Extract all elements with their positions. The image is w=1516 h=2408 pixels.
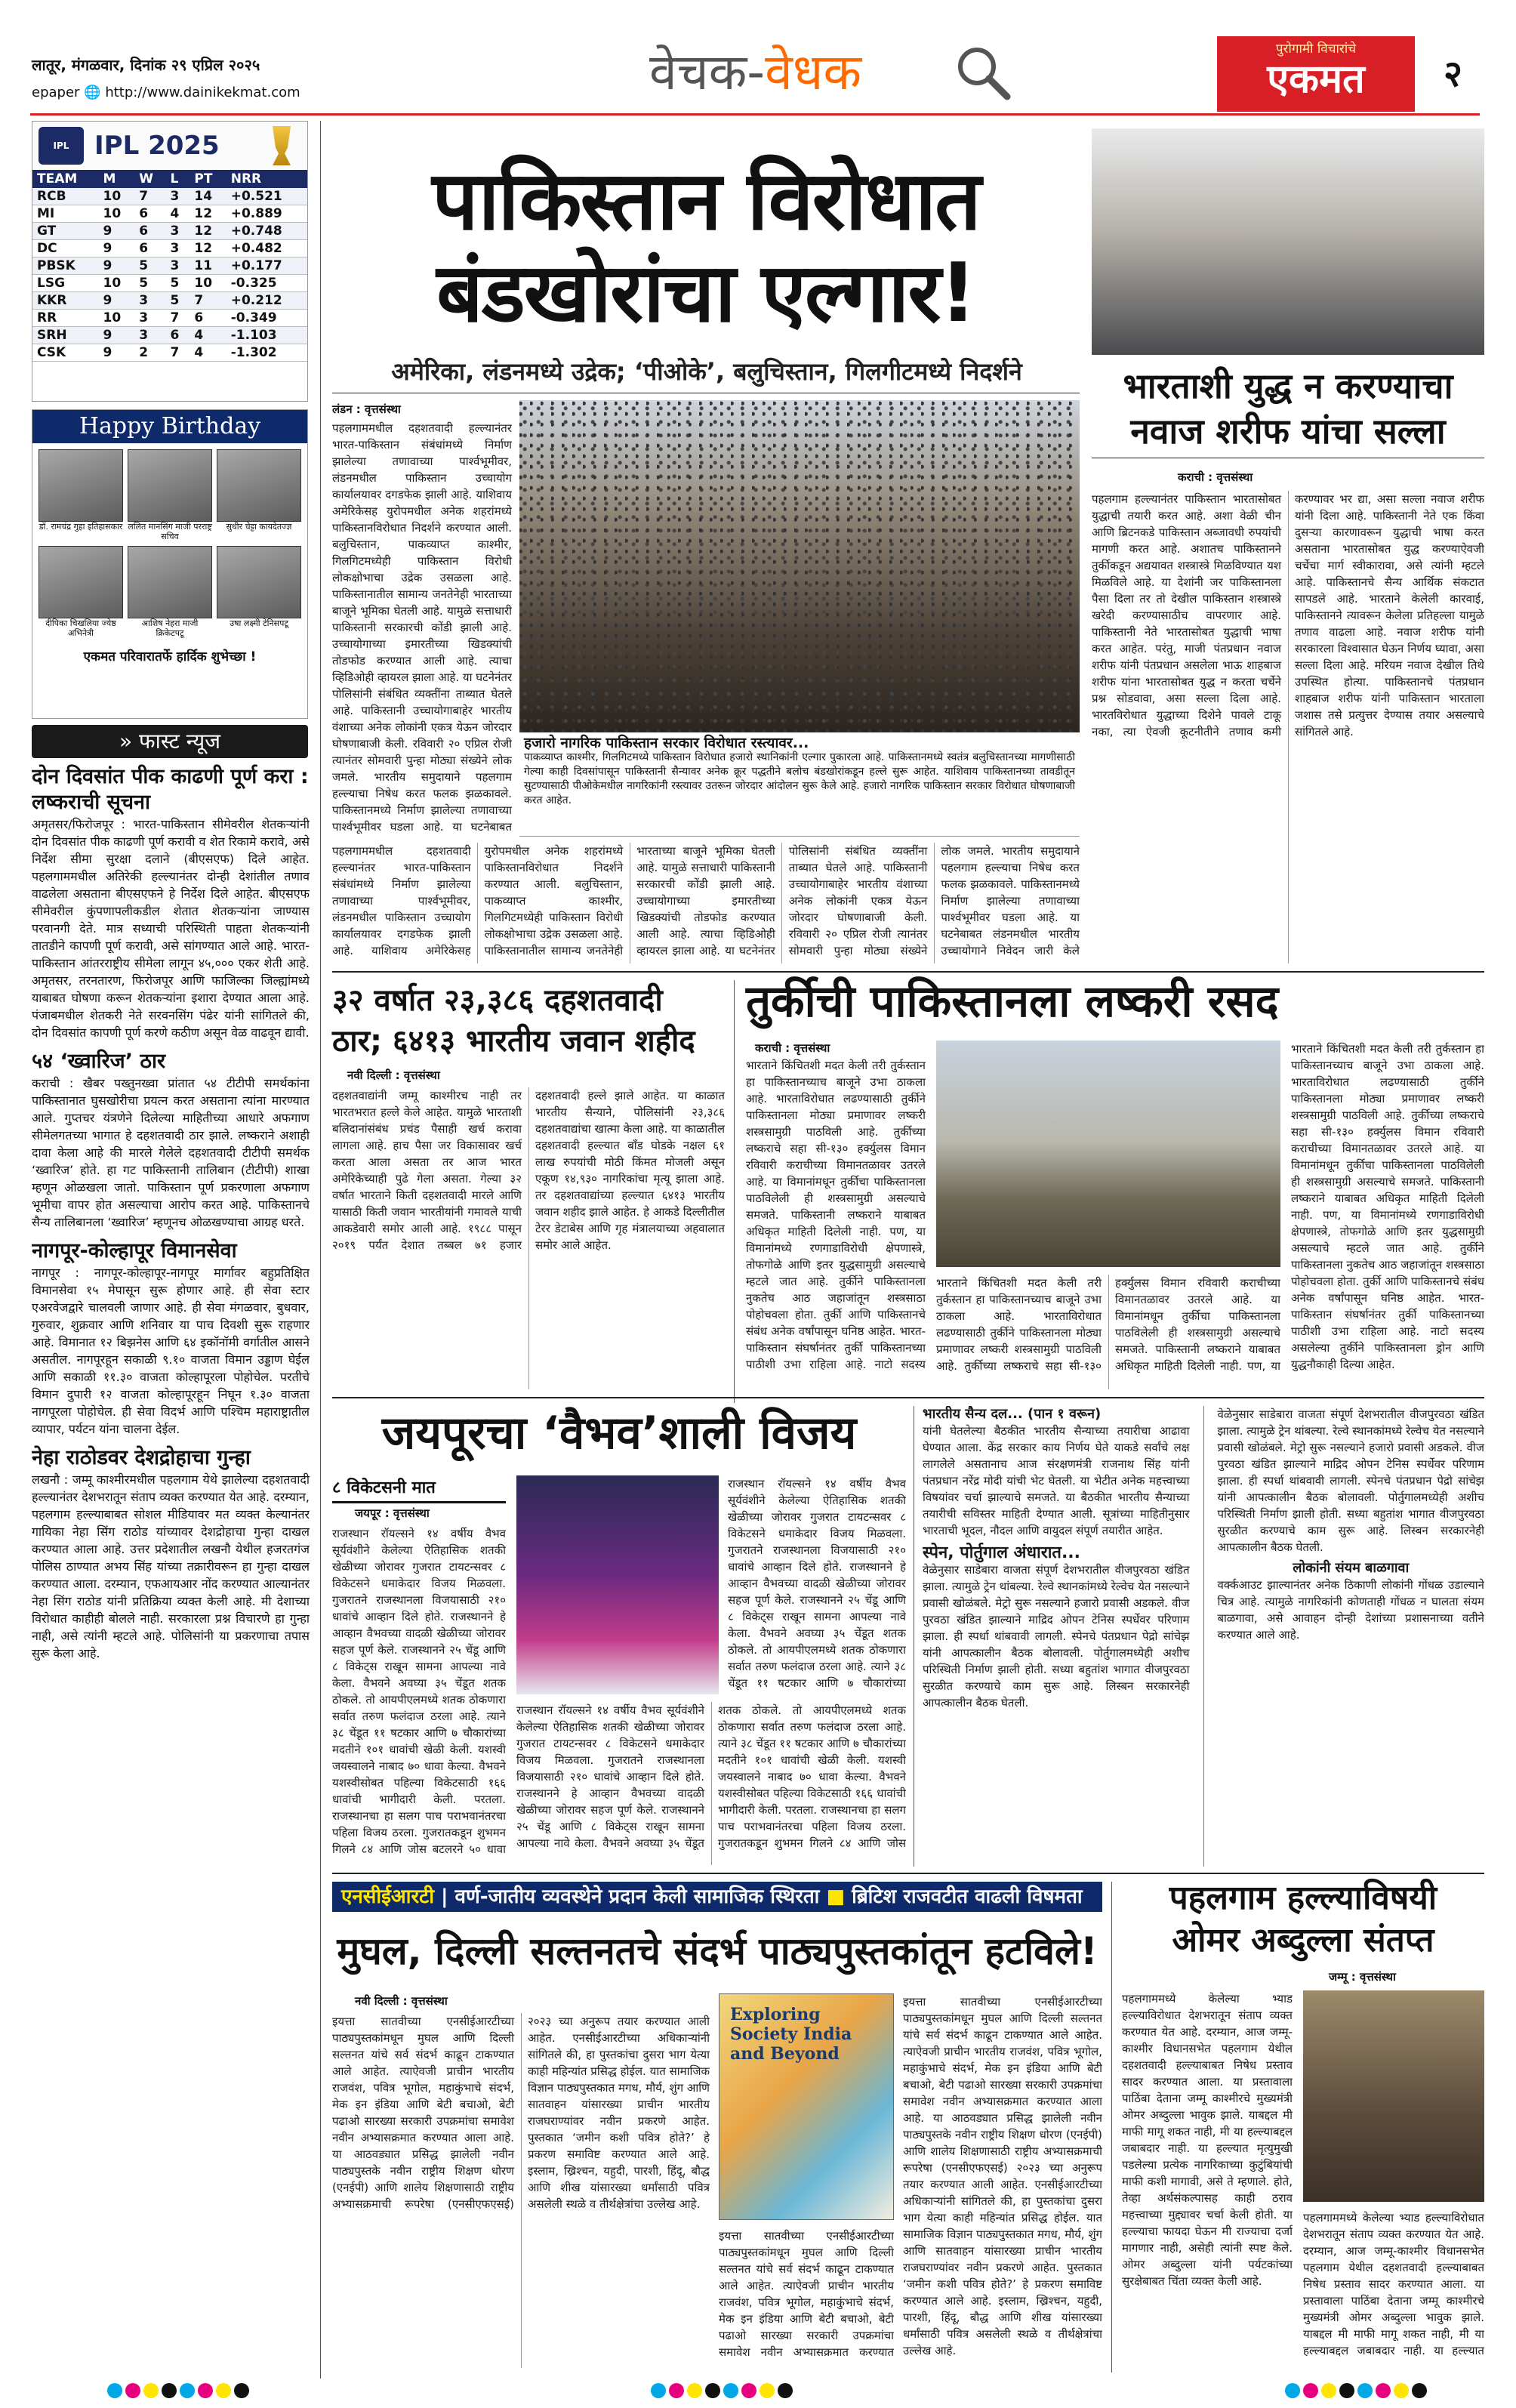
ipl-cell: 3 bbox=[165, 223, 190, 240]
lead-byline: लंडन : वृत्तसंस्था bbox=[332, 402, 401, 416]
ekmat-logo bbox=[1217, 36, 1415, 112]
mughal-body-left: इयत्ता सातवीच्या एनसीईआरटीच्या पाठ्यपुस्तकांमधून मुघल आणि दिल्ली सल्तनत यांचे सर्व संदर्भ काढून टाकण्यात आले आहेत. त्याऐवजी प्राचीन भारतीय राजवंश, पवित्र भूगोल, महाकुंभाचे संदर्भ, मेक इन इंडिया आणि बेटी बचाओ, बेटी पढाओ सारख्या सरकारी उपक्रमांचा समावेश नवीन अभ्यासक्रमात करण्यात आला आहे. या आठवड्यात प्रसिद्ध झालेली नवीन पाठ्यपुस्तके नवीन राष्ट्रीय शिक्षण धोरण (एनईपी) आणि शालेय शिक्षणासाठी राष्ट्रीय अभ्यासक्रमाची रूपरेषा (एनसीएफएसई) २०२३ च्या अनुरूप तयार करण्यात आली आहेत. एनसीईआरटीच्या अधिकाऱ्यांनी सांगितले की, हा पुस्तकांचा दुसरा भाग येत्या काही महिन्यांत प्रसिद्ध होईल. यात सामाजिक विज्ञान पाठ्यपुस्तकात मगध, मौर्य, शुंग आणि सातवाहन यांसारख्या प्राचीन भारतीय राजघराण्यांवर नवीन प्रकरणे आहेत. पुस्तकात ‘जमीन कशी पवित्र होते?’ हे प्रकरण समाविष्ट करण्यात आले आहे. इस्लाम, ख्रिश्चन, यहुदी, पारशी, हिंदू, बौद्ध आणि शीख यांसारख्या धर्मांसाठी पवित्र असलेली स्थळे व तीर्थक्षेत्रांचा उल्लेख आहे. bbox=[332, 2015, 710, 2211]
section-title-a: वेचक- bbox=[649, 43, 766, 101]
ipl-cell: -0.349 bbox=[226, 310, 307, 327]
army-body: यांनी घेतलेल्या बैठकीत भारतीय सैन्याच्या तयारीचा आढावा घेण्यात आला. केंद्र सरकार काय निर्णय घेते याकडे सर्वांचे लक्ष लागलेले असतानाच आज संरक्षणमंत्री राजनाथ सिंह यांनी पंतप्रधान नरेंद्र मोदी यांची भेट घेतली. या भेटीत अनेक महत्त्वाच्या विषयांवर चर्चा झाल्याचे समजते. या बैठकीत भारतीय सैन्याच्या तयारीची सविस्तर माहिती देण्यात आली. सूत्रांच्या माहितीनुसार भारताची भूदल, नौदल आणि वायुदल संपूर्ण तयारीत आहेत. bbox=[923, 1424, 1190, 1537]
magnifier-icon bbox=[953, 42, 1012, 101]
birthday-person bbox=[217, 546, 301, 638]
registration-dot bbox=[107, 2383, 122, 2398]
fast-news-header bbox=[32, 725, 308, 758]
logo-text: एकमत bbox=[1267, 57, 1365, 102]
ipl-cell: 10 bbox=[190, 275, 226, 292]
ipl-cell: 4 bbox=[190, 327, 226, 344]
section-title-b: वेधक bbox=[765, 43, 862, 101]
ncert-banner-tag: एनसीईआरटी bbox=[341, 1885, 434, 1908]
lead-headline-1: पाकिस्तान विरोधात bbox=[432, 154, 980, 248]
ipl-cell: 3 bbox=[134, 327, 165, 344]
registration-dot bbox=[705, 2383, 720, 2398]
lead-photo-crowd bbox=[519, 400, 1080, 732]
turkey-headline: तुर्कीची पाकिस्तानला लष्करी रसद bbox=[746, 976, 1279, 1027]
cricket-headline: जयपूरचा ‘वैभव’शाली विजय bbox=[381, 1407, 857, 1460]
turkey-body-col1: भारताने किंचितशी मदत केली तरी तुर्कस्तान हा पाकिस्तानच्याच बाजूने उभा ठाकला आहे. भारताविरोधात लढण्यासाठी तुर्कीने पाकिस्तानला मोठ्या प्रमाणावर लष्करी शस्त्रसामुग्री पाठविली आहे. तुर्कीच्या लष्कराचे सहा सी-१३० हर्क्युलस विमान रविवारी कराचीच्या विमानतळावर उतरले आहे. या विमानांमधून तुर्कीचा पाकिस्तानला पाठविलेली ही शस्त्रसामुग्री असल्याचे समजते. पाकिस्तानी लष्कराने याबाबत अधिकृत माहिती दिलेली नाही. पण, या विमानांमध्ये रणगाडाविरोधी क्षेपणास्त्रे, तोफगोळे आणि इतर युद्धसामुग्री असल्याचे म्हटले जात आहे. तुर्कीने पाकिस्तानला नुकतेच आठ जहाजांतून शस्त्रसाठा पोहोचवला होता. तुर्की आणि पाकिस्तानचे संबंध अनेक वर्षांपासून घनिष्ठ आहेत. भारत-पाकिस्तान संघर्षानंतर तुर्की पाकिस्तानच्या पाठीशी उभा राहिला आहे. नाटो सदस्य bbox=[746, 1059, 926, 1371]
lokshahi-title: लोकांनी संयम बाळगावा bbox=[1293, 1560, 1410, 1576]
fast-news-item-title: नागपूर-कोल्हापूर विमानसेवा bbox=[32, 1239, 237, 1263]
ipl-cell: 9 bbox=[98, 327, 134, 344]
ipl-points-table bbox=[32, 121, 308, 402]
ipl-cell: +0.482 bbox=[226, 240, 307, 257]
terror-byline: नवी दिल्ली : वृत्तसंस्था bbox=[347, 1068, 440, 1082]
ipl-cell: 7 bbox=[134, 188, 165, 205]
ipl-cell: 9 bbox=[98, 292, 134, 310]
ipl-header-cell: TEAM bbox=[32, 170, 98, 188]
nawaz-byline: कराची : वृत्तसंस्था bbox=[1178, 470, 1253, 484]
fast-news-list bbox=[32, 764, 310, 2388]
birthday-person-photo bbox=[39, 546, 123, 618]
registration-dot bbox=[723, 2383, 738, 2398]
registration-dot bbox=[1376, 2383, 1391, 2398]
ipl-cell: 7 bbox=[165, 344, 190, 362]
page-number: २ bbox=[1444, 53, 1462, 95]
ipl-cell: KKR bbox=[32, 292, 98, 310]
ipl-row bbox=[32, 310, 307, 327]
registration-dot bbox=[760, 2383, 775, 2398]
ipl-cell: 10 bbox=[98, 188, 134, 205]
cricket-body-col1: राजस्थान रॉयल्सने १४ वर्षीय वैभव सूर्यवंशीने केलेल्या ऐतिहासिक शतकी खेळीच्या जोरावर गुजरात टायटन्सवर ८ विकेटसने धमाकेदार विजय मिळवला. गुजरातने राजस्थानला विजयासाठी २१० धावांचे आव्हान दिले होते. राजस्थानने हे आव्हान वैभवच्या वादळी खेळीच्या जोरावर सहज पूर्ण केले. राजस्थानने २५ चेंडू आणि ८ विकेट्स राखून सामना आपल्या नावे केला. वैभवने अवघ्या ३५ चेंडूत शतक ठोकले. तो आयपीएलमध्ये शतक ठोकणारा सर्वात तरुण फलंदाज ठरला आहे. त्याने ३८ चेंडूत ११ षटकार आणि ७ चौकारांच्या मदतीने १०१ धावांची खेळी केली. यशस्वी जयस्वालने नाबाद ७० धावा केल्या. वैभवने यशस्वीसोबत पहिल्या विकेटसाठी १६६ धावांची भागीदारी केली. परतला. राजस्थानचा हा सलग पाच पराभवानंतरचा पहिला विजय ठरला. गुजरातकडून शुभमन गिलने ८४ आणि जोस बटलरने ५० धावा bbox=[332, 1527, 506, 1856]
cricket-byline: जयपूर : वृत्तसंस्था bbox=[355, 1506, 430, 1520]
lead-caption-title: हजारो नागरिक पाकिस्तान सरकार विरोधात रस्त्यावर... bbox=[524, 735, 809, 751]
ncert-banner-square-icon: ■ bbox=[826, 1885, 846, 1908]
ipl-row bbox=[32, 188, 307, 205]
omar-photo bbox=[1303, 1990, 1484, 2202]
registration-dot bbox=[669, 2383, 684, 2398]
registration-dot bbox=[778, 2383, 793, 2398]
ipl-row bbox=[32, 327, 307, 344]
ipl-cell: 9 bbox=[98, 344, 134, 362]
ncert-banner: एनसीईआरटी | वर्ण-जातीय व्यवस्थेने प्रदान केली सामाजिक स्थिरता ■ ब्रिटिश राजवटीत वाढली विषमता bbox=[332, 1882, 1102, 1912]
cricket-body-col2: राजस्थान रॉयल्सने १४ वर्षीय वैभव सूर्यवंशीने केलेल्या ऐतिहासिक शतकी खेळीच्या जोरावर गुजरात टायटन्सवर ८ विकेटसने धमाकेदार विजय मिळवला. गुजरातने राजस्थानला विजयासाठी २१० धावांचे आव्हान दिले होते. राजस्थानने हे आव्हान वैभवच्या वादळी खेळीच्या जोरावर सहज पूर्ण केले. राजस्थानने २५ चेंडू आणि ८ विकेट्स राखून सामना आपल्या नावे केला. वैभवने अवघ्या ३५ चेंडूत शतक ठोकले. तो आयपीएलमध्ये शतक ठोकणारा सर्वात तरुण फलंदाज ठरला आहे. त्याने ३८ चेंडूत ११ षटकार आणि ७ चौकारांच्या मदतीने १०१ धावांची खेळी केली. यशस्वी जयस्वालने नाबाद ७० धावा केल्या. वैभवने यशस्वीसोबत पहिल्या विकेटसाठी १६६ धावांची भागीदारी केली. परतला. राजस्थानचा हा सलग पाच पराभवानंतरचा पहिला विजय ठरला. गुजरातकडून शुभमन गिलने ८४ आणि जोस bbox=[516, 1703, 906, 1850]
ipl-cell: 6 bbox=[134, 205, 165, 223]
ipl-row bbox=[32, 292, 307, 310]
fast-news-title: फास्ट न्यूज bbox=[139, 729, 221, 754]
ipl-header-cell: NRR bbox=[226, 170, 307, 188]
mughal-headline: मुघल, दिल्ली सल्तनतचे संदर्भ पाठ्यपुस्तकांतून हटविले! bbox=[337, 1929, 1098, 1973]
omar-headline bbox=[1122, 1877, 1484, 1962]
birthday-person-name: सुधीर चेट्टा कायदेतज्ज्ञ bbox=[226, 522, 292, 532]
ipl-cell: 4 bbox=[190, 344, 226, 362]
ncert-banner-right: ब्रिटिश राजवटीत वाढली विषमता bbox=[852, 1885, 1083, 1908]
mughal-body-right: इयत्ता सातवीच्या एनसीईआरटीच्या पाठ्यपुस्तकांमधून मुघल आणि दिल्ली सल्तनत यांचे सर्व संदर्भ काढून टाकण्यात आले आहेत. त्याऐवजी प्राचीन भारतीय राजवंश, पवित्र भूगोल, महाकुंभाचे संदर्भ, मेक इन इंडिया आणि बेटी बचाओ, बेटी पढाओ सारख्या सरकारी उपक्रमांचा समावेश नवीन अभ्यासक्रमात करण्यात आला आहे. या आठवड्यात प्रसिद्ध झालेली नवीन पाठ्यपुस्तके नवीन राष्ट्रीय शिक्षण धोरण (एनईपी) आणि शालेय शिक्षणासाठी राष्ट्रीय अभ्यासक्रमाची रूपरेषा (एनसीएफएसई) २०२३ च्या अनुरूप तयार करण्यात आली आहेत. एनसीईआरटीच्या अधिकाऱ्यांनी सांगितले की, हा पुस्तकांचा दुसरा भाग येत्या काही महिन्यांत प्रसिद्ध होईल. यात सामाजिक विज्ञान पाठ्यपुस्तकात मगध, मौर्य, शुंग आणि सातवाहन यांसारख्या प्राचीन भारतीय राजघराण्यांवर नवीन प्रकरणे आहेत. पुस्तकात ‘जमीन कशी पवित्र होते?’ हे प्रकरण समाविष्ट करण्यात आले आहे. इस्लाम, ख्रिश्चन, यहुदी, पारशी, हिंदू, बौद्ध आणि शीख यांसारख्या धर्मांसाठी पवित्र असलेली स्थळे व तीर्थक्षेत्रांचा उल्लेख आहे. bbox=[903, 1995, 1102, 2357]
ipl-cell: +0.748 bbox=[226, 223, 307, 240]
ncert-banner-text: वर्ण-जातीय व्यवस्थेने प्रदान केली सामाजिक स्थिरता bbox=[454, 1885, 820, 1908]
omar-body-left: पहलगाममध्ये केलेल्या भ्याड हल्ल्याविरोधात देशभरातून संताप व्यक्त करण्यात येत आहे. दरम्यान, आज जम्मू-काश्मीर विधानसभेत पहलगाम येथील दहशतवादी हल्ल्याबाबत निषेध प्रस्ताव सादर करण्यात आला. या प्रस्तावाला पाठिंबा देताना जम्मू काश्मीरचे मुख्यमंत्री ओमर अब्दुल्ला भावुक झाले. याबद्दल मी माफी मागू शकत नाही, मी या हल्ल्याबद्दल जबाबदार नाही. या हल्ल्यात मृत्युमुखी पडलेल्या प्रत्येक नागरिकाच्या कुटुंबियांची माफी कशी मागावी, असे ते म्हणाले. होते, तेव्हा अर्थसंकल्पासह काही ठराव महत्त्वाच्या मुद्द्यावर चर्चा केली होती. या हल्ल्याचा फायदा घेऊन मी राज्याचा दर्जा मागणार नाही, असेही त्यांनी स्पष्ट केले. ओमर अब्दुल्ला यांनी पर्यटकांच्या सुरक्षेबाबत चिंता व्यक्त केली आहे. bbox=[1122, 1992, 1293, 2288]
ipl-cell: 11 bbox=[190, 257, 226, 275]
ipl-table bbox=[32, 170, 307, 362]
lokshahi-body: वर्क्कआउट झाल्यानंतर अनेक ठिकाणी लोकांनी गोंधळ उडाल्याने चित्र आहे. त्यामुळे नागरिकांनी कोणताही गोंधळ न घालता संयम बाळगावा, असे आवाहन दोन्ही देशांच्या प्रशासनाच्या वतीने करण्यात आले आहे. bbox=[1217, 1578, 1484, 1642]
ipl-cell: +0.521 bbox=[226, 188, 307, 205]
epaper-link[interactable] bbox=[32, 85, 300, 100]
registration-dot bbox=[180, 2383, 195, 2398]
turkey-byline: कराची : वृत्तसंस्था bbox=[755, 1041, 830, 1055]
ipl-cell: 12 bbox=[190, 223, 226, 240]
ipl-cell: 9 bbox=[98, 223, 134, 240]
ipl-cell: 10 bbox=[98, 205, 134, 223]
terror-body: दहशतवाद्यांनी जम्मू काश्मीरच नाही तर भारतभरात हल्ले केले आहेत. यामुळे भारताशी बलिदानांसंबंध प्रचंड पैसाही खर्च करावा लागला आहे. हाच पैसा जर विकासावर खर्च करता आला असता तर आज भारत अमेरिकेच्याही पुढे गेला असता. गेल्या ३२ वर्षात भारताने किती दहशतवादी मारले आणि यासाठी किती जवान भारतीयांनी गमावले याची आकडेवारी समोर आली आहे. १९८८ पासून २०१९ पर्यंत देशात तब्बल ७१ हजार दहशतवादी हल्ले झाले आहेत. या काळात भारतीय सैन्याने, पोलिसांनी २३,३८६ दहशतवाद्यांचा खात्मा केला आहे. या काळातील दहशतवादी हल्ल्यात बाँड घोडके नक्षल ६१ लाख रुपयांची मोठी किंमत मोजली असून एकूण १४,९३० नागरिकांचा मृत्यू झाला आहे. तर दहशतवाद्यांच्या हल्ल्यात ६४१३ भारतीय जवान शहीद झाले आहेत. हे आकडे दिल्लीतील टेरर डेटाबेस आणि गृह मंत्रालयाच्या अहवालात समोर आले आहेत. bbox=[332, 1089, 725, 1252]
registration-dot bbox=[234, 2383, 249, 2398]
ipl-cell: CSK bbox=[32, 344, 98, 362]
nawaz-body: पहलगाम हल्ल्यानंतर पाकिस्तान भारतासोबत युद्धाची तयारी करत आहे. अशा वेळी चीन आणि ब्रिटनकडे पाकिस्तान अब्जावधी रुपयांची मागणी करत आहे. अशातच पाकिस्तानने तुर्कीकडून अद्ययावत शस्त्रास्त्रे मिळविण्यात यश मिळविले आहे. या देशांनी जर पाकिस्तानला पैसा दिला तर तो देखील पाकिस्तान शस्त्रास्त्रे खरेदी करण्यासाठीच वापरणार आहे. पाकिस्तानी नेते भारतासोबत युद्धाची भाषा करत आहेत. परंतु, माजी पंतप्रधान नवाज शरीफ यांनी पंतप्रधान असलेला भाऊ शाहबाज शरीफ यांना भारतासोबत युद्ध न करता चर्चेने प्रश्न सोडवावा, असा सल्ला दिला आहे. भारतविरोधात युद्धाच्या दिशेने पावले टाकू नका, त्या ऐवजी कूटनीतीने तणाव कमी करण्यावर भर द्या, असा सल्ला नवाज शरीफ यांनी दिला आहे. पाकिस्तानी नेते एक किंवा दुसऱ्या कारणावरून युद्धाची भाषा करत असताना भारतासोबत युद्ध करण्याऐवजी चर्चेचा मार्ग स्वीकारावा, असे त्यांनी म्हटले आहे. पाकिस्तानचे सैन्य आर्थिक संकटात सापडले आहे. भारताने केलेली कारवाई, पाकिस्तानने त्यावरून केलेला प्रतिहल्ला यामुळे तणाव वाढला आहे. नवाज शरीफ यांनी सरकारला विश्वासात घेऊन निर्णय घ्यावा, असा सल्ला दिला आहे. मरियम नवाज देखील तिथे उपस्थित होत्या. पाकिस्तानचे पंतप्रधान शाहबाज शरीफ यांनी पाकिस्तान भारताला जशास तसे प्रत्युत्तर देण्यास तयार असल्याचे सांगितले आहे. bbox=[1092, 492, 1484, 738]
continued-news bbox=[923, 1406, 1484, 1867]
registration-dot bbox=[198, 2383, 213, 2398]
registration-dot bbox=[741, 2383, 756, 2398]
ipl-header-cell: PT bbox=[190, 170, 226, 188]
registration-dot bbox=[687, 2383, 702, 2398]
ipl-cell: RR bbox=[32, 310, 98, 327]
ipl-cell: MI bbox=[32, 205, 98, 223]
ipl-header-cell: W bbox=[134, 170, 165, 188]
registration-dot bbox=[1339, 2383, 1354, 2398]
ipl-logo-icon: IPL bbox=[39, 127, 84, 165]
spain-body: वेळेनुसार साडेबारा वाजता संपूर्ण देशभरातील वीजपुरवठा खंडित झाला. त्यामुळे ट्रेन थांबल्या. रेल्वे स्थानकांमध्ये रेल्वेच येत नसल्याने प्रवासी खोळंबले. मेट्रो सुरू नसल्याने हजारो प्रवासी अडकले. वीज पुरवठा खंडित झाल्याने माद्रिद ओपन टेनिस स्पर्धेवर परिणाम झाला. ही स्पर्धा थांबवावी लागली. स्पेनचे पंतप्रधान पेद्रो सांचेझ यांनी आपत्कालीन बैठक बोलावली. पोर्तुगालमध्येही अशीच परिस्थिती निर्माण झाली होती. सध्या बहुतांश भागात वीजपुरवठा सुरळीत करण्याचे काम सुरू आहे. लिस्बन सरकारनेही आपत्कालीन बैठक घेतली. bbox=[923, 1563, 1190, 1710]
birthday-person-photo bbox=[217, 546, 301, 618]
birthday-person-name: उषा लक्ष्मी टेनिसपटू bbox=[230, 618, 288, 628]
birthday-person bbox=[128, 546, 212, 638]
spain-body-cont: वेळेनुसार साडेबारा वाजता संपूर्ण देशभरातील वीजपुरवठा खंडित झाला. त्यामुळे ट्रेन थांबल्या. रेल्वे स्थानकांमध्ये रेल्वेच येत नसल्याने प्रवासी खोळंबले. मेट्रो सुरू नसल्याने हजारो प्रवासी अडकले. वीज पुरवठा खंडित झाल्याने माद्रिद ओपन टेनिस स्पर्धेवर परिणाम झाला. ही स्पर्धा थांबवावी लागली. स्पेनचे पंतप्रधान पेद्रो सांचेझ यांनी आपत्कालीन बैठक बोलावली. पोर्तुगालमध्येही अशीच परिस्थिती निर्माण झाली होती. सध्या बहुतांश भागात वीजपुरवठा सुरळीत करण्याचे काम सुरू आहे. लिस्बन सरकारनेही आपत्कालीन बैठक घेतली. bbox=[1217, 1407, 1484, 1554]
ipl-cell: GT bbox=[32, 223, 98, 240]
ipl-header-cell: M bbox=[98, 170, 134, 188]
ipl-cell: 6 bbox=[134, 223, 165, 240]
nawaz-photo bbox=[1092, 128, 1484, 355]
ipl-row bbox=[32, 223, 307, 240]
birthday-box bbox=[32, 409, 308, 719]
ipl-cell: 6 bbox=[134, 240, 165, 257]
birthday-person-photo bbox=[128, 546, 212, 618]
registration-marks-right bbox=[1283, 2383, 1428, 2401]
birthday-wish: एकमत परिवारातर्फे हार्दिक शुभेच्छा ! bbox=[83, 649, 257, 664]
spain-title: स्पेन, पोर्तुगाल अंधारात... bbox=[923, 1543, 1081, 1562]
logo-tagline: पुरोगामी विचारांचे bbox=[1275, 42, 1357, 57]
epaper-url: http://www.dainikekmat.com bbox=[105, 85, 300, 100]
birthday-person-name: आशिष नेहरा माजी क्रिकेटपटू bbox=[141, 618, 199, 638]
ipl-cell: 3 bbox=[134, 310, 165, 327]
mughal-body-mid: इयत्ता सातवीच्या एनसीईआरटीच्या पाठ्यपुस्तकांमधून मुघल आणि दिल्ली सल्तनत यांचे सर्व संदर्भ काढून टाकण्यात आले आहेत. त्याऐवजी प्राचीन भारतीय राजवंश, पवित्र भूगोल, महाकुंभाचे संदर्भ, मेक इन इंडिया आणि बेटी बचाओ, बेटी पढाओ सारख्या सरकारी उपक्रमांचा समावेश नवीन अभ्यासक्रमात करण्यात bbox=[719, 2229, 894, 2359]
registration-dot bbox=[651, 2383, 666, 2398]
nawaz-headline-2: नवाज शरीफ यांचा सल्ला bbox=[1130, 411, 1446, 452]
dateline: लातूर, मंगळवार, दिनांक २९ एप्रिल २०२५ bbox=[32, 56, 260, 74]
ipl-cell: 2 bbox=[134, 344, 165, 362]
registration-dot bbox=[1285, 2383, 1300, 2398]
ipl-cell: +0.889 bbox=[226, 205, 307, 223]
ipl-cell: 7 bbox=[190, 292, 226, 310]
lead-caption-text: पाकव्याप्त काश्मीर, गिलगिटमध्ये पाकिस्तान विरोधात हजारो स्थानिकांनी एल्गार पुकारला आहे. पाकिस्तानमध्ये स्वतंत्र बलुचिस्तानच्या मागणीसाठी गेल्या काही दिवसांपासून पाकिस्तानी सैन्यावर अनेक क्रूर पद्धतीने बलोच बंडखोरांकडून हल्ले सुरू आहेत. याशिवाय पाकिस्तानच्या तावडीतून सुटण्यासाठी पीओकेमधील नागरिकांनी रस्त्यावर उतरून जोरदार आंदोलन सुरू केले आहे. हजारो नागरिक पाकिस्तान सरकार विरोधात घोषणाबाजी करत आहेत. bbox=[524, 751, 1075, 806]
birthday-person bbox=[39, 449, 123, 541]
ipl-cell: SRH bbox=[32, 327, 98, 344]
ipl-cell: PBSK bbox=[32, 257, 98, 275]
ipl-row bbox=[32, 275, 307, 292]
omar-headline-2: ओमर अब्दुल्ला संतप्त bbox=[1172, 1921, 1434, 1959]
ipl-cell: 3 bbox=[134, 292, 165, 310]
registration-dot bbox=[1394, 2383, 1409, 2398]
lead-body-col1: पहलगाममधील दहशतवादी हल्ल्यानंतर भारत-पाकिस्तान संबंधांमध्ये निर्माण झालेल्या तणावाच्या पार्श्वभूमीवर, लंडनमधील पाकिस्तान उच्चायोग कार्यालयावर दगडफेक झाली आहे. याशिवाय अमेरिकेसह युरोपमधील अनेक शहरांमध्ये पाकिस्तानविरोधात निदर्शने करण्यात आली. बलुचिस्तान, पाकव्याप्त काश्मीर, गिलगिटमध्येही पाकिस्तान विरोधी लोकक्षोभाचा उद्रेक उसळला आहे. पाकिस्तानातील सामान्य जनतेनेही भारताच्या बाजूने भूमिका घेतली आहे. यामुळे सत्ताधारी पाकिस्तानी सरकारची कोंडी झाली आहे. उच्चायोगाच्या इमारतीच्या खिडक्यांची तोडफोड करण्यात आली आहे. त्याचा व्हिडिओही व्हायरल झाला आहे. या घटनेनंतर पोलिसांनी संबंधित व्यक्तींना ताब्यात घेतले आहे. पाकिस्तानी उच्चायोगाबाहेर भारतीय वंशाच्या अनेक लोकांनी एकत्र येऊन जोरदार घोषणाबाजी केली. रविवारी २० एप्रिल रोजी त्यानंतर सोमवारी पुन्हा मोठ्या संख्येने लोक जमले. भारतीय समुदायाने पहलगाम हल्ल्याचा निषेध करत फलक झळकावले. पाकिस्तानमध्ये निर्माण झालेल्या तणावाच्या पार्श्वभूमीवर घडला आहे. या घटनेबाबत bbox=[332, 421, 512, 834]
ipl-cell: 10 bbox=[98, 310, 134, 327]
ipl-row bbox=[32, 205, 307, 223]
cricket-body-col3: राजस्थान रॉयल्सने १४ वर्षीय वैभव सूर्यवंशीने केलेल्या ऐतिहासिक शतकी खेळीच्या जोरावर गुजरात टायटन्सवर ८ विकेटसने धमाकेदार विजय मिळवला. गुजरातने राजस्थानला विजयासाठी २१० धावांचे आव्हान दिले होते. राजस्थानने हे आव्हान वैभवच्या वादळी खेळीच्या जोरावर सहज पूर्ण केले. राजस्थानने २५ चेंडू आणि ८ विकेट्स राखून सामना आपल्या नावे केला. वैभवने अवघ्या ३५ चेंडूत शतक ठोकले. तो आयपीएलमध्ये शतक ठोकणारा सर्वात तरुण फलंदाज ठरला आहे. त्याने ३८ चेंडूत ११ षटकार आणि ७ चौकारांच्या bbox=[728, 1477, 906, 1690]
ipl-cell: 6 bbox=[190, 310, 226, 327]
army-title: भारतीय सैन्य दल... (पान १ वरून) bbox=[923, 1406, 1102, 1422]
omar-body-right: पहलगाममध्ये केलेल्या भ्याड हल्ल्याविरोधात देशभरातून संताप व्यक्त करण्यात येत आहे. दरम्यान, आज जम्मू-काश्मीर विधानसभेत पहलगाम येथील दहशतवादी हल्ल्याबाबत निषेध प्रस्ताव सादर करण्यात आला. या प्रस्तावाला पाठिंबा देताना जम्मू काश्मीरचे मुख्यमंत्री ओमर अब्दुल्ला भावुक झाले. याबद्दल मी माफी मागू शकत नाही, मी या हल्ल्याबद्दल जबाबदार नाही. या हल्ल्यात bbox=[1303, 2211, 1484, 2357]
turkey-photo-guns bbox=[936, 1041, 1280, 1267]
birthday-person-name: दीपिका चिखलिया ज्येष्ठ अभिनेत्री bbox=[45, 618, 116, 638]
turkey-body-col2: भारताने किंचितशी मदत केली तरी तुर्कस्तान हा पाकिस्तानच्याच बाजूने उभा ठाकला आहे. भारताविरोधात लढण्यासाठी तुर्कीने पाकिस्तानला मोठ्या प्रमाणावर लष्करी शस्त्रसामुग्री पाठविली आहे. तुर्कीच्या लष्कराचे सहा सी-१३० हर्क्युलस विमान रविवारी कराचीच्या विमानतळावर उतरले आहे. या विमानांमधून तुर्कीचा पाकिस्तानला पाठविलेली ही शस्त्रसामुग्री असल्याचे समजते. पाकिस्तानी लष्कराने याबाबत अधिकृत माहिती दिलेली नाही. पण, या bbox=[936, 1276, 1280, 1373]
turkey-body-col3: भारताने किंचितशी मदत केली तरी तुर्कस्तान हा पाकिस्तानच्याच बाजूने उभा ठाकला आहे. भारताविरोधात लढण्यासाठी तुर्कीने पाकिस्तानला मोठ्या प्रमाणावर लष्करी शस्त्रसामुग्री पाठविली आहे. तुर्कीच्या लष्कराचे सहा सी-१३० हर्क्युलस विमान रविवारी कराचीच्या विमानतळावर उतरले आहे. या विमानांमधून तुर्कीचा पाकिस्तानला पाठविलेली ही शस्त्रसामुग्री असल्याचे समजते. पाकिस्तानी लष्कराने याबाबत अधिकृत माहिती दिलेली नाही. पण, या विमानांमध्ये रणगाडाविरोधी क्षेपणास्त्रे, तोफगोळे आणि इतर युद्धसामुग्री असल्याचे म्हटले जात आहे. तुर्कीने पाकिस्तानला नुकतेच आठ जहाजांतून शस्त्रसाठा पोहोचवला होता. तुर्की आणि पाकिस्तानचे संबंध अनेक वर्षांपासून घनिष्ठ आहेत. भारत-पाकिस्तान संघर्षानंतर तुर्की पाकिस्तानच्या पाठीशी उभा राहिला आहे. नाटो सदस्य असलेल्या तुर्कीने पाकिस्तानला ड्रोन आणि युद्धनौकाही दिल्या आहेत. bbox=[1291, 1042, 1484, 1371]
lead-body-bottom: पहलगाममधील दहशतवादी हल्ल्यानंतर भारत-पाकिस्तान संबंधांमध्ये निर्माण झालेल्या तणावाच्या पार्श्वभूमीवर, लंडनमधील पाकिस्तान उच्चायोग कार्यालयावर दगडफेक झाली आहे. याशिवाय अमेरिकेसह युरोपमधील अनेक शहरांमध्ये पाकिस्तानविरोधात निदर्शने करण्यात आली. बलुचिस्तान, पाकव्याप्त काश्मीर, गिलगिटमध्येही पाकिस्तान विरोधी लोकक्षोभाचा उद्रेक उसळला आहे. पाकिस्तानातील सामान्य जनतेनेही भारताच्या बाजूने भूमिका घेतली आहे. यामुळे सत्ताधारी पाकिस्तानी सरकारची कोंडी झाली आहे. उच्चायोगाच्या इमारतीच्या खिडक्यांची तोडफोड करण्यात आली आहे. त्याचा व्हिडिओही व्हायरल झाला आहे. या घटनेनंतर पोलिसांनी संबंधित व्यक्तींना ताब्यात घेतले आहे. पाकिस्तानी उच्चायोगाबाहेर भारतीय वंशाच्या अनेक लोकांनी एकत्र येऊन जोरदार घोषणाबाजी केली. रविवारी २० एप्रिल रोजी त्यानंतर सोमवारी पुन्हा मोठ्या संख्येने लोक जमले. भारतीय समुदायाने पहलगाम हल्ल्याचा निषेध करत फलक झळकावले. पाकिस्तानमध्ये निर्माण झालेल्या तणावाच्या पार्श्वभूमीवर घडला आहे. या घटनेबाबत लंडनमधील भारतीय उच्चायोगाने निवेदन जारी केले bbox=[332, 844, 1080, 957]
book-title: Exploring Society India and Beyond bbox=[730, 2005, 852, 2064]
registration-dot bbox=[1321, 2383, 1336, 2398]
fast-news-item-title: नेहा राठोडवर देशद्रोहाचा गुन्हा bbox=[32, 1446, 251, 1469]
ipl-cell: -1.103 bbox=[226, 327, 307, 344]
fast-news-item-body: कराची : खैबर पख्तुनख्वा प्रांतात ५४ टीटीपी समर्थकांना पाकिस्तानात घुसखोरीचा प्रयत्न करत असताना त्यांना मारण्यात आले. गुप्तचर यंत्रणेने दिलेल्या माहितीच्या आधारे अफगाण सीमेलगतच्या भागात हे दहशतवादी ठार झाले. लष्कराने अशाही दावा केला आहे की मारले गेलेले दहशतवादी टीटीपी समर्थक ‘ख्वारिज’ होते. हा गट पाकिस्तानी तालिबान (टीटीपी) शाखा म्हणून ओळखला जातो. पाकिस्तान पूर्ण प्रकरणाला अफगाण भूमीचा वापर होत असल्याचा आरोप करत आहे. पाकिस्तानचे सैन्य तालिबानला ‘ख्वारिज’ म्हणूनच ओळखण्याचा आग्रह धरते. bbox=[32, 1076, 310, 1229]
ipl-cell: 5 bbox=[134, 275, 165, 292]
registration-marks-middle bbox=[649, 2383, 794, 2401]
registration-dot bbox=[1303, 2383, 1318, 2398]
lead-caption bbox=[519, 732, 1080, 837]
ipl-cell: +0.177 bbox=[226, 257, 307, 275]
ipl-cell: 3 bbox=[165, 257, 190, 275]
registration-dot bbox=[143, 2383, 159, 2398]
nawaz-headline-1: भारताशी युद्ध न करण्याचा bbox=[1123, 365, 1453, 406]
birthday-person-photo bbox=[128, 449, 212, 522]
omar-byline: जम्मू : वृत्तसंस्था bbox=[1329, 1970, 1396, 1984]
ipl-cell: 5 bbox=[165, 292, 190, 310]
ipl-header-cell: L bbox=[165, 170, 190, 188]
ipl-cell: 5 bbox=[165, 275, 190, 292]
ipl-cell: 12 bbox=[190, 205, 226, 223]
fast-news-item-title: दोन दिवसांत पीक काढणी पूर्ण करा : लष्कराची सूचना bbox=[32, 765, 309, 814]
birthday-person bbox=[128, 449, 212, 541]
mughal-byline: नवी दिल्ली : वृत्तसंस्था bbox=[355, 1994, 448, 2008]
trophy-icon bbox=[267, 126, 297, 165]
birthday-person-photo bbox=[39, 449, 123, 522]
ipl-cell: 5 bbox=[134, 257, 165, 275]
registration-dot bbox=[162, 2383, 177, 2398]
cricket-subhead: ८ विकेटसनी मात bbox=[332, 1475, 506, 1503]
registration-dot bbox=[1412, 2383, 1427, 2398]
ipl-cell: RCB bbox=[32, 188, 98, 205]
lead-headline-2: बंडखोरांचा एल्गार! bbox=[436, 246, 975, 341]
fast-news-icon: » bbox=[119, 729, 133, 754]
birthday-person bbox=[217, 449, 301, 541]
ipl-cell: DC bbox=[32, 240, 98, 257]
ipl-cell: 10 bbox=[98, 275, 134, 292]
ipl-cell: 6 bbox=[165, 327, 190, 344]
fast-news-item-title: ५४ ‘ख्वारिज’ ठार bbox=[32, 1050, 166, 1073]
birthday-person-name: ललित मानसिंग माजी परराष्ट्र सचिव bbox=[128, 522, 212, 541]
ipl-cell: 9 bbox=[98, 257, 134, 275]
ncert-book-cover bbox=[719, 1993, 894, 2220]
ipl-cell: -0.325 bbox=[226, 275, 307, 292]
ipl-cell: 7 bbox=[165, 310, 190, 327]
birthday-person-photo bbox=[217, 449, 301, 522]
terror-headline-2: ठार; ६४१३ भारतीय जवान शहीद bbox=[332, 1024, 695, 1059]
ipl-row bbox=[32, 344, 307, 362]
ipl-cell: 9 bbox=[98, 240, 134, 257]
fast-news-item-body: नागपूर : नागपूर-कोल्हापूर-नागपूर मार्गावर बहुप्रतिक्षित विमानसेवा १५ मेपासून सुरू होणार आहे. ही सेवा स्टार एअरवेजद्वारे चालवली जाणार आहे. ही सेवा मंगळवार, बुधवार, गुरुवार, शुक्रवार आणि शनिवार या पाच दिवशी सुरू राहणार आहे. विमानात १२ बिझनेस आणि ६४ इकॉनॉमी वर्गातील आसने असतील. नागपूरहून सकाळी ९.१० वाजता विमान उड्डाण घेईल आणि सकाळी ११.३० वाजता कोल्हापूरला पोहोचेल. परतीचे विमान दुपारी १२ वाजता कोल्हापूरहून निघून १.३० वाजता नागपूरला पोहोचेल. ही सेवा विदर्भ आणि पश्चिम महाराष्ट्रातील व्यापार, पर्यटन यांना चालना देईल. bbox=[32, 1266, 310, 1436]
ipl-cell: 4 bbox=[165, 205, 190, 223]
registration-marks-left bbox=[106, 2383, 251, 2401]
registration-dot bbox=[216, 2383, 231, 2398]
ipl-cell: 3 bbox=[165, 188, 190, 205]
birthday-person-name: डॉ. रामचंद्र गुहा इतिहासकार bbox=[39, 522, 123, 532]
fast-news-item-body: लखनौ : जम्मू काश्मीरमधील पहलगाम येथे झालेल्या दहशतवादी हल्ल्यानंतर देशभरातून संताप व्यक्त करण्यात येत आहे. दरम्यान, पहलगाम हल्ल्याबाबत सोशल मीडियावर मत व्यक्त केल्यानंतर गायिका नेहा सिंग राठोड यांच्यावर देशद्रोहाचा गुन्हा दाखल करण्यात आला आहे. उत्तर प्रदेशातील लखनौ येथील हजरतगंज पोलिस ठाण्यात अभय सिंह यांच्या तक्रारीवरून हा गुन्हा दाखल करण्यात आला. दरम्यान, एफआयआर नोंद करण्यात आल्यानंतर नेहा सिंग राठोड यांनी प्रतिक्रिया व्यक्त केली आहे. मी देशाच्या विरोधात काहीही बोलले नाही. सरकारला प्रश्न विचारणे हा गुन्हा नाही, असे त्यांनी म्हटले आहे. पोलिसांनी या प्रकरणाचा तपास सुरू केला आहे. bbox=[32, 1472, 310, 1660]
ipl-cell: 12 bbox=[190, 240, 226, 257]
fast-news-item-body: अमृतसर/फिरोजपूर : भारत-पाकिस्तान सीमेवरील शेतकऱ्यांनी दोन दिवसांत पीक काढणी पूर्ण करावी व शेत रिकामे करावे, असे निर्देश सीमा सुरक्षा दलाने (बीएसएफ) दिले आहेत. पहलगाममधील अतिरेकी हल्ल्यानंतर दोन्ही देशांतील तणाव वाढलेला असताना बीएसएफने हे निर्देश दिले आहेत. बीएसएफ सीमेवरील कुंपणापलीकडील शेतात शेतकऱ्यांना जाण्यास परवानगी देते. मात्र सध्याची परिस्थिती पाहता शेतकऱ्यांनी तातडीने कापणी पूर्ण करावी, असे सांगण्यात आले आहे. भारत-पाकिस्तान आंतरराष्ट्रीय सीमेला लागून ४५,००० एकर शेती आहे. अमृतसर, तरनतारण, फिरोजपूर आणि फाजिल्का जिल्ह्यांमध्ये याबाबत घोषणा करून शेतकऱ्यांना इशारा देण्यात आला आहे. पंजाबमधील शेतकरी नेते सरवनसिंग पंढेर यांनी सांगितले की, दोन दिवसांत कापणी पूर्ण करणे कठीण असून वेळ वाढवून द्यावी. bbox=[32, 817, 310, 1040]
terror-headline bbox=[332, 980, 725, 1062]
ipl-row bbox=[32, 240, 307, 257]
section-title bbox=[649, 36, 861, 104]
omar-headline-1: पहलगाम हल्ल्याविषयी bbox=[1169, 1879, 1437, 1917]
ipl-title: IPL 2025 bbox=[94, 131, 220, 161]
lead-subhead: अमेरिका, लंडनमध्ये उद्रेक; ‘पीओके’, बलुचिस्तान, गिलगीटमध्ये निदर्शने bbox=[391, 357, 1022, 386]
birthday-person bbox=[39, 546, 123, 638]
epaper-label: epaper bbox=[32, 85, 80, 100]
registration-dot bbox=[1357, 2383, 1373, 2398]
ipl-cell: +0.212 bbox=[226, 292, 307, 310]
terror-headline-1: ३२ वर्षात २३,३८६ दहशतवादी bbox=[332, 983, 663, 1018]
ipl-cell: 14 bbox=[190, 188, 226, 205]
ipl-row bbox=[32, 257, 307, 275]
registration-dot bbox=[125, 2383, 140, 2398]
globe-icon: 🌐 bbox=[84, 85, 101, 100]
ipl-cell: 3 bbox=[165, 240, 190, 257]
cricket-photo bbox=[516, 1475, 719, 1694]
birthday-title: Happy Birthday bbox=[32, 410, 307, 443]
ipl-cell: -1.302 bbox=[226, 344, 307, 362]
ipl-cell: LSG bbox=[32, 275, 98, 292]
